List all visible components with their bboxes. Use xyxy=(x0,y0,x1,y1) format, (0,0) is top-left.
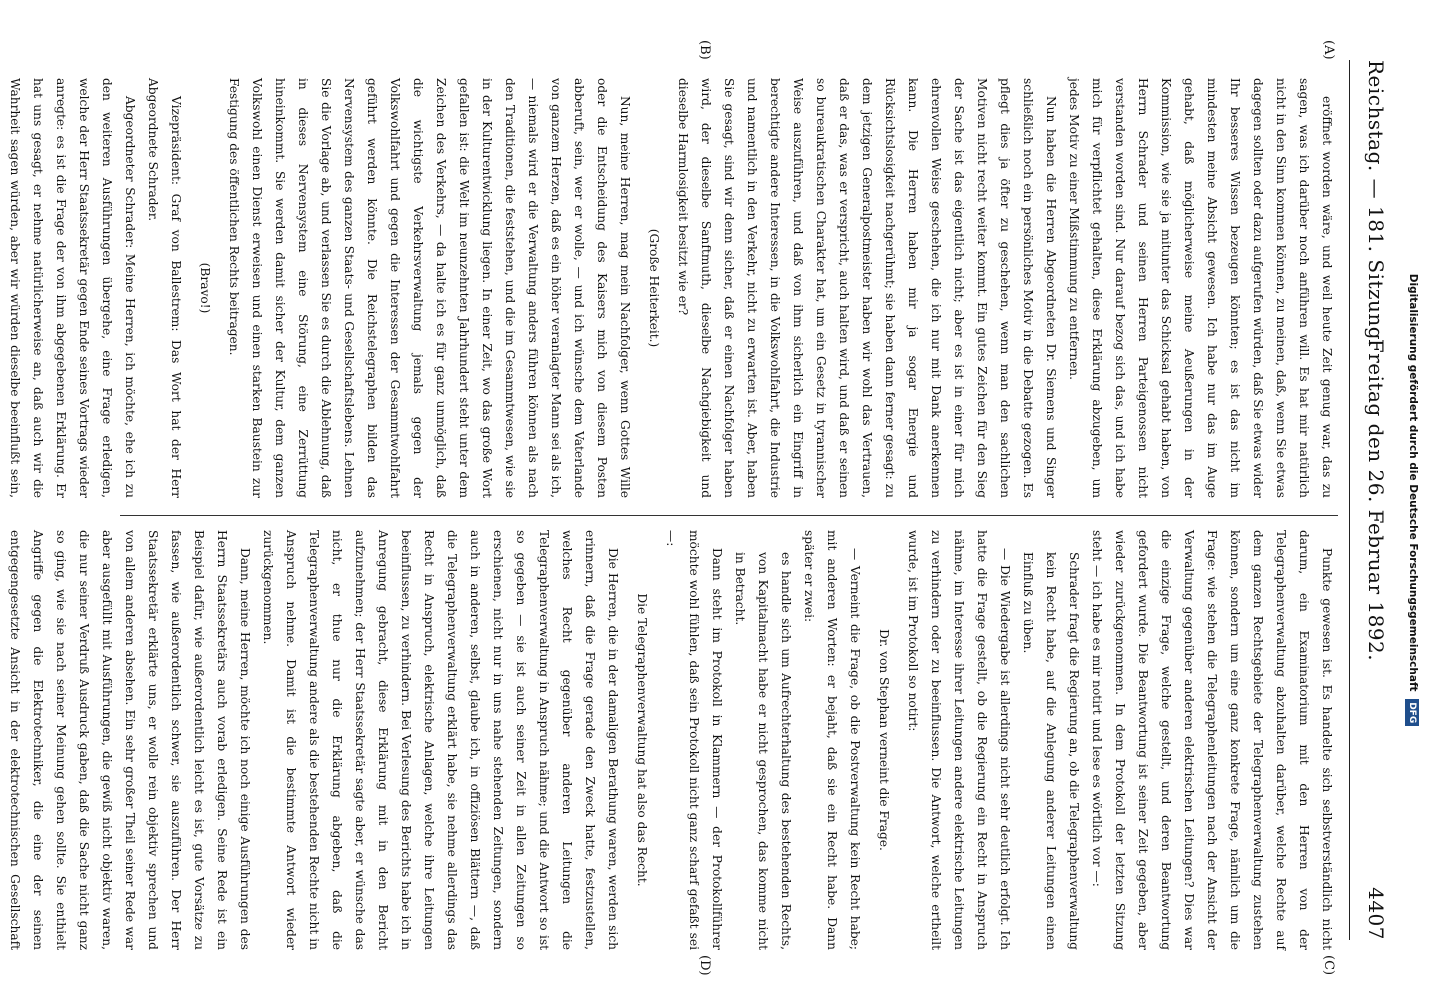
margin-mark-c: (C) xyxy=(1321,955,1336,976)
paragraph: Punkte gewesen ist. Es handelte sich selbstverständlich nicht darum, ein Examinatorium mit den Herren von der Telegraphenverwaltung abzuhalten darüber, welche Rechte auf dem ganzen Rechtsgebiete der Telegraphenverwaltung zustehen können, sondern um eine ganz konkrete Frage, nämlich um die Frage: wie stehen die Telegraphenleitungen nach der Ansicht der Verwaltung gegenüber anderen elektrischen Leitungen? Dies war die einzige Frage, welche gestellt, und deren Beantwortung gefordert wurde. Die Beantwortung ist seiner Zeit gegeben, aber wieder zurückgenommen. In dem Protokoll der letzten Sitzung steht — ich habe es mir notirt und lese es wörtlich vor —: xyxy=(1090,530,1334,950)
paragraph: Nun haben die Herren Abgeordneten Dr. Siemens und Singer schließlich noch ein persönliches Motiv in die Debatte gezogen. Es pflegt dies ja öfter zu geschehen, wenn man den sachlichen Motiven nicht recht weiter kommt. Ein gutes Zeichen für den Sieg der Sache ist das eigentlich nicht; aber es ist in einer für mich ehrenvollen Weise geschehen, die ich nur mit Dank anerkennen kann. Die Herren haben mir ja sogar Energie und Rücksichtslosigkeit nachgerühmt; sie haben dann ferner gesagt: zu dem jetzigen Generalpostmeister haben wir wohl das Vertrauen, daß er das, was er verspricht, auch halten wird, und daß er seinen so bureaukratischen Charakter hat, um ein Gesetz in tyrannischer Weise auszuführen, und daß von ihm sicherlich ein Eingriff in berechtigte andere Interessen, in die Volkswohlfahrt, die Industrie und namentlich in den Verkehr, nicht zu erwarten ist. Aber, haben Sie gesagt, sind wir denn sicher, daß er einen Nachfolger haben wird, der dieselbe Sanftmuth, dieselbe Nachgiebigkeit und dieselbe Harmlosigkeit besitzt wie er? xyxy=(676,78,1058,498)
paragraph: — Verneint die Frage, ob die Postverwaltung kein Recht habe; mit anderen Worten: er bejaht, daß sie ein Recht habe. Dann später er zwei: xyxy=(802,530,862,950)
running-header xyxy=(1356,60,1396,940)
left-text-column xyxy=(8,78,1338,498)
paragraph: eröffnet worden wäre, und weil heute Zeit genug war, das zu sagen, was ich darüber noch anführen will. Es hat mir natürlich nicht in den Sinn kommen können, zu meinen, daß, wenn Sie etwas dagegen sollten oder dazu aufgerufen würden, daß Sie etwas wider Ihr besseres Wissen bezeugen könnten; es ist das nicht im mindesten meine Absicht gewesen. Ich habe nur das im Auge gehabt, daß möglicherweise meine Aeußerungen in der Kommission, wie sie ja mitunter das Schicksal gehabt haben, von Herrn Schrader und seinen Herren Parteigenossen nicht verstanden worden sind. Nur darauf bezog sich das, und ich habe mich für verpflichtet gehalten, diese Erklärung abzugeben, um jedes Motiv zu einer Mißstimmung zu entfernen. xyxy=(1067,78,1334,498)
quotation: Dr. von Stephan verneint die Frage. xyxy=(877,629,891,851)
margin-mark-d: (D) xyxy=(697,955,712,976)
right-text-column xyxy=(8,530,1338,950)
quotation: es handle sich um Aufrechterhaltung des bestehenden Rechts, von Kapitalmacht habe er nicht gesprochen, das komme nicht in Betracht. xyxy=(733,552,793,950)
column-divider xyxy=(120,515,1338,516)
quotation: Schrader fragt die Regierung an, ob die Telegraphenverwaltung kein Recht habe, auf die Anlegung anderer Leitungen einen Einfluß zu üben. xyxy=(1021,552,1081,950)
paragraph: Dann steht im Protokoll in Klammern — der Protokollführer möchte wohl fühlen, daß sein Protokoll nicht ganz scharf gefaßt sei —: xyxy=(664,530,724,950)
paragraph: Vizepräsident: Graf von Ballestrem: Das Wort hat der Herr Abgeordnete Schrader. xyxy=(146,78,183,498)
funding-text: Digitalisierung gefördert durch die Deutsche Forschungsgemeinschaft xyxy=(1407,273,1419,692)
interjection: (Große Heiterkeit.) xyxy=(647,228,661,348)
paragraph: Dann, meine Herren, möchte ich noch einige Ausführungen des Herrn Staatssekretärs auch vorab erledigen. Seine Rede ist ein Beispiel dafür, wie außerordentlich leicht es ist, gute Vorsätze zu fassen, wie außerordentlich schwer, sie auszuführen. Der Herr Staatssekretär erklärte uns, er wolle rein objektiv sprechen und von allem anderen absehen. Ein sehr großer Theil seiner Rede war aber ausgefüllt mit Ausführungen, die gewiß nicht objektiv waren, die nur seiner Verdruß Ausdruck gaben, daß die Sache nicht ganz so ging, wie sie nach seiner Meinung gehen sollte. Sie enthielt Angriffe gegen die Elektrotechniker, die eine der seinen entgegengesetzte Ansicht in der elektrotechnischen Gesellschaft xyxy=(8,530,252,950)
dfg-logo: DFG xyxy=(1405,699,1419,726)
paragraph: Abgeordneter Schrader: Meine Herren, ich möchte, ehe ich zu den weiteren Ausführungen übergehe, eine Frage erledigen, welche der Herr Staatssekretär gegen Ende seines Vortrags wieder anregte: es ist die Frage der von ihm abgegebenen Erklärung. Er hat uns gesagt, er nehme natürlicherweise an, daß auch wir die Wahrheit sagen würden, aber wir würden dieselbe beeinflußt sein, xyxy=(8,78,137,498)
funding-note xyxy=(1402,0,1424,1000)
header-date: Freitag den 26. Februar 1892. xyxy=(1364,338,1388,662)
paragraph: Die Herren, die in der damaligen Berathung waren, werden sich erinnern, daß die Frage gerade den Zweck hatte, festzustellen, welches Recht gegenüber anderen Leitungen die Telegraphenverwaltung in Anspruch nähme; und die Antwort so ist so gegeben — sie ist auch seiner Zeit in allen Zeitungen so erschienen, nicht nur in uns nahe stehenden Zeitungen, sondern auch in anderen, selbst, glaube ich, in offiziösen Blättern —, daß die Telegraphenverwaltung erklärt habe, sie nehme allerdings das Recht in Anspruch, elektrische Anlagen, welche ihre Leitungen beeinflussen, zu verhindern. Bei Verlesung des Berichts habe ich in Anregung gebracht, diese Erklärung mit in den Bericht aufzunehmen; der Herr Staatssekretär sagte aber, er wünsche das nicht, er thue nur die Erklärung abgeben, daß die Telegraphenverwaltung andere als die bestehenden Rechte nicht in Anspruch nehme. Damit ist die bestimmte Antwort wieder zurückgenommen. xyxy=(261,530,620,950)
header-rule xyxy=(1349,60,1350,940)
margin-mark-b: (B) xyxy=(697,40,712,60)
paragraph: — Die Wiedergabe ist allerdings nicht sehr deutlich erfolgt. Ich hatte die Frage gestellt, ob die Regierung ein Recht in Anspruch nähme, im Interesse ihrer Leitungen andere elektrische Leitungen zu verhindern oder zu beeinflussen. Die Antwort, welche ertheilt wurde, ist im Protokoll so notirt: xyxy=(906,530,1012,950)
header-title: Reichstag. — 181. Sitzung. xyxy=(1364,60,1388,347)
page-number: 4407 xyxy=(1364,887,1388,940)
interjection: (Bravo!) xyxy=(198,262,212,314)
paragraph: Nun, meine Herren, mag mein Nachfolger, wenn Gottes Wille oder die Entscheidung des Kaisers mich von diesem Posten abberuft, sein, wer er wolle, — und ich wünsche dem Vaterlande von ganzem Herzen, daß es ein höher veranlagter Mann sei als ich, — niemals wird er die Verwaltung anders führen können als nach den Traditionen, die feststehen, und die im Gesammtwesen, wie sie in der Kulturentwicklung liegen. In einer Zeit, wo das große Wort gefallen ist: die Welt im neunzehnten Jahrhundert steht unter dem Zeichen des Verkehrs, — da halte ich es für ganz unmöglich, daß die wichtigste Verkehrsverwaltung jemals gegen der Volkswohlfahrt und gegen die Interessen der Gesammtwohlfahrt geführt werden könnte. Die Reichstelegraphen bilden das Nervensystem des ganzen Staats- und Gesellschaftslebens. Lehnen Sie die Vorlage ab, und verlassen Sie es durch die Ablehnung, daß in dieses Nervensystem eine Störung, eine Zerrüttung hineinkommt. Sie werden damit sicher der Kultur, dem ganzen Volkswohl einen Dienst erweisen und einen starken Baustein zur Festigung des öffentlichen Rechts beitragen. xyxy=(227,78,632,498)
quotation: Die Telegraphenverwaltung hat also das Recht. xyxy=(635,593,649,887)
margin-mark-a: (A) xyxy=(1321,40,1336,60)
